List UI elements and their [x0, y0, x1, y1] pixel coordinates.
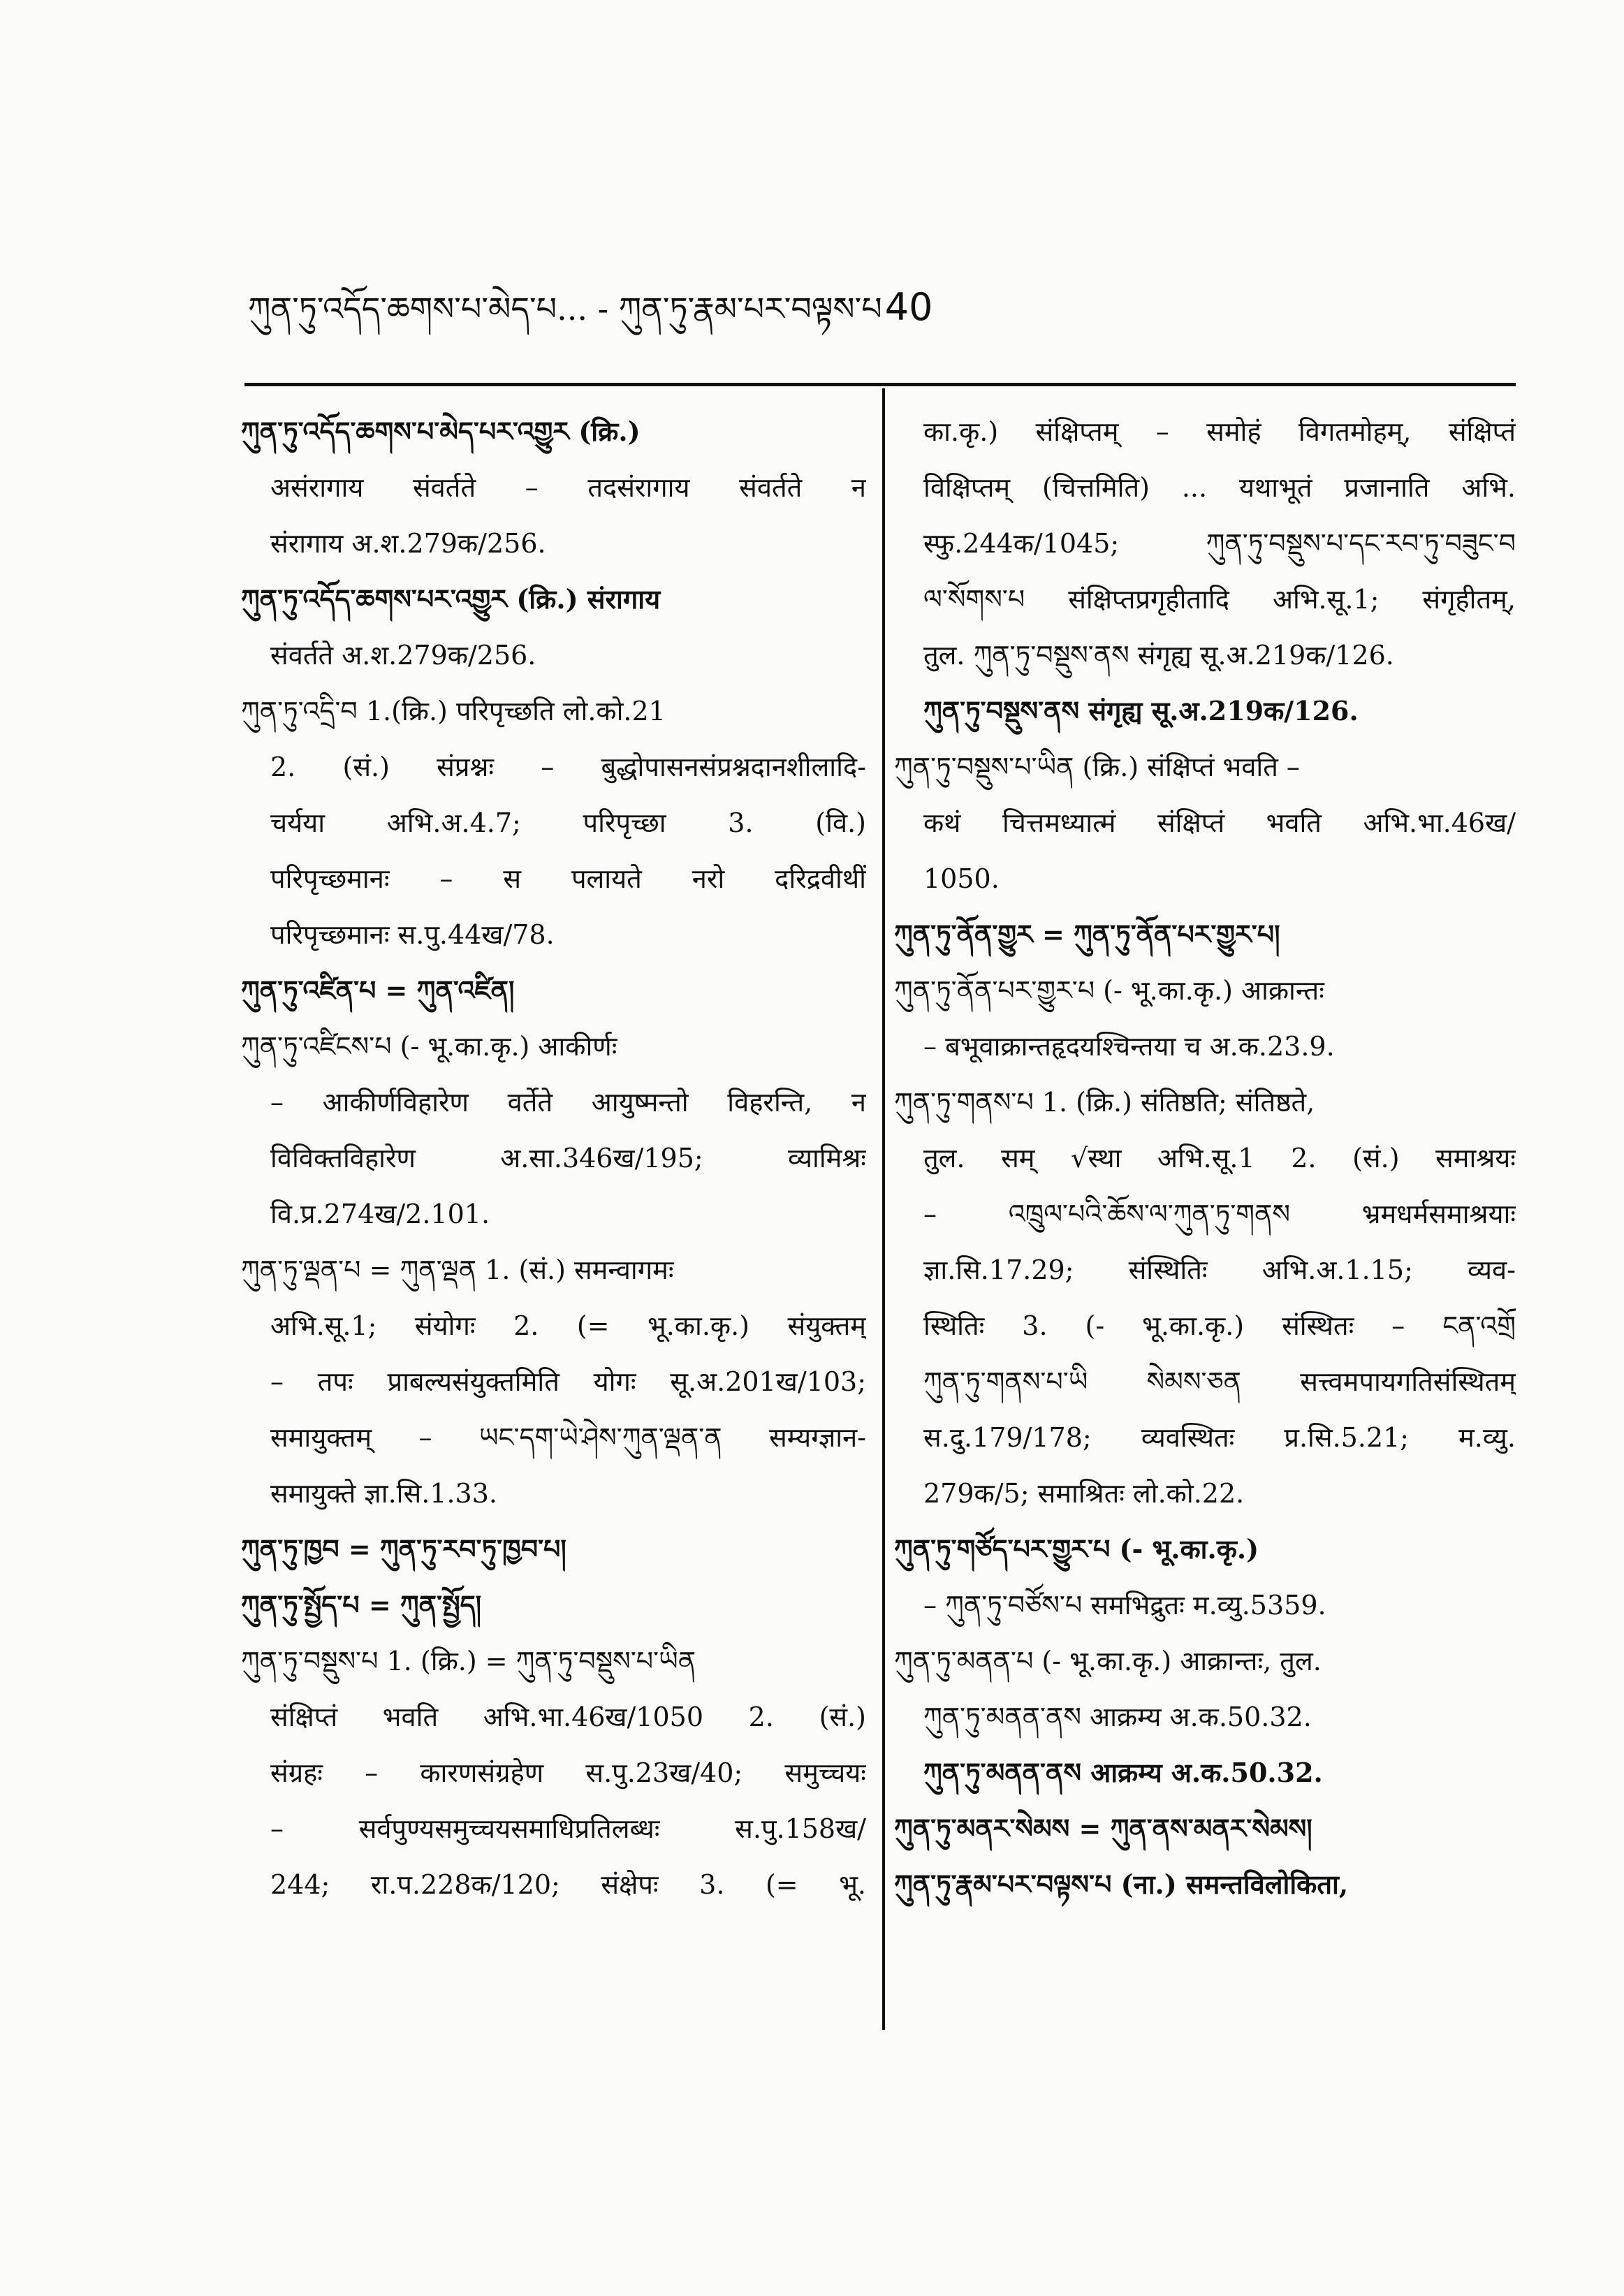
header-title: ཀུན་ཏུ་འདོད་ཆགས་པ་མེད་པ... - ཀུན་ཏུ་རྣམ་པར་བལྟས་པ — [248, 290, 882, 328]
entry-line: ཀུན་ཏུ་འདྲི་བ 1.(क्रि.) परिपृच्छति लो.को.21 — [241, 696, 666, 726]
entry-line: तुल. सम् √स्था अभि.सू.1 2. (सं.) समाश्रयः — [923, 1143, 1516, 1173]
entry-line: संग्रहः – कारणसंग्रहेण स.पु.23ख/40; समुच्चयः — [270, 1757, 866, 1788]
entry-line: ཀུན་ཏུ་གནས་པ 1. (क्रि.) संतिष्ठति; संतिष्ठते, — [894, 1087, 1315, 1118]
entry-line: ཀུན་ཏུ་འཛིན་པ = ཀུན་འཛིན། — [241, 974, 515, 1006]
entry-line: ཀུན་ཏུ་བསྡུས་པ 1. (क्रि.) = ཀུན་ཏུ་བསྡུས་པ་ཡིན — [241, 1646, 696, 1676]
entry-line: अभि.सू.1; संयोगः 2. (= भू.का.कृ.) संयुक्तम् — [270, 1310, 866, 1341]
entry-line: ཀུན་ཏུ་འདོད་ཆགས་པ་མེད་པར་འགྱུར (क्रि.) — [241, 416, 641, 447]
right-column — [894, 404, 1516, 1913]
entry-line: – འཁྲུལ་པའི་ཆོས་ལ་ཀུན་ཏུ་གནས भ्रमधर्मसमाश्रयाः — [923, 1199, 1516, 1229]
header-rule — [244, 383, 1516, 386]
entry-line: ལ་སོགས་པ संक्षिप्तप्रगृहीतादि अभि.सू.1; संगृहीतम्, — [923, 584, 1516, 615]
entry-line: ཀུན་ཏུ་མནར་སེམས = ཀུན་ནས་མནར་སེམས། — [894, 1813, 1312, 1844]
entry-line: ཀུན་ཏུ་བསྡུས་ནས संगृह्य सू.अ.219क/126. — [923, 695, 1359, 726]
page-number: 40 — [884, 285, 933, 329]
entry-line: ཀུན་ཏུ་མནན་ནས आक्रम्य अ.क.50.32. — [923, 1757, 1323, 1788]
entry-line: ཀུན་ཏུ་གཙོད་པར་གྱུར་པ (- भू.का.कृ.) — [894, 1533, 1259, 1565]
entry-line: ཀུན་ཏུ་སྤྱོད་པ = ཀུན་སྤྱོད། — [241, 1589, 482, 1621]
column-divider — [882, 388, 885, 2030]
entry-line: समायुक्तम् – ཡང་དག་ཡེ་ཤེས་ཀུན་ལྡན་ན सम्यग्ज्ञान- — [270, 1422, 866, 1453]
entry-line: तुल. ཀུན་ཏུ་བསྡུས་ནས संगृह्य सू.अ.219क/126. — [923, 640, 1394, 671]
entry-line: ཀུན་ཏུ་ནོན་གྱུར = ཀུན་ཏུ་ནོན་པར་གྱུར་པ། — [894, 919, 1280, 950]
entry-line: वि.प्र.274ख/2.101. — [270, 1199, 490, 1229]
entry-line: संरागाय अ.श.279क/256. — [270, 528, 546, 559]
entry-line: ཀུན་ཏུ་འཛིངས་པ (- भू.का.कृ.) आकीर्णः — [241, 1031, 617, 1062]
entry-line: 244; रा.प.228क/120; संक्षेपः 3. (= भू. — [270, 1869, 866, 1900]
entry-line: – आकीर्णविहारेण वर्तेते आयुष्मन्तो विहरन्ति, न — [270, 1087, 866, 1118]
entry-line: ज्ञा.सि.17.29; संस्थितिः अभि.अ.1.15; व्यव- — [923, 1255, 1516, 1285]
entry-line: परिपृच्छमानः स.पु.44ख/78. — [270, 919, 555, 950]
entry-line: विविक्तविहारेण अ.सा.346ख/195; व्यामिश्रः — [270, 1143, 866, 1173]
entry-line: ཀུན་ཏུ་ཁྱབ = ཀུན་ཏུ་རབ་ཏུ་ཁྱབ་པ། — [241, 1533, 566, 1565]
entry-line: विक्षिप्तम् (चित्तमिति) ... यथाभूतं प्रजानाति अभि. — [923, 472, 1516, 503]
entry-line: स्फु.244क/1045; ཀུན་ཏུ་བསྡུས་པ་དང་རབ་ཏུ་བཟུང་བ — [923, 528, 1516, 559]
entry-line: स.दु.179/178; व्यवस्थितः प्र.सि.5.21; म.व्यु. — [923, 1422, 1516, 1453]
entry-line: ཀུན་ཏུ་ལྡན་པ = ཀུན་ལྡན 1. (सं.) समन्वागमः — [241, 1255, 674, 1285]
entry-line: संक्षिप्तं भवति अभि.भा.46ख/1050 2. (सं.) — [270, 1702, 866, 1732]
entry-line: 2. (सं.) संप्रश्नः – बुद्धोपासनसंप्रश्नदानशीलादि- — [270, 752, 866, 782]
entry-line: असंरागाय संवर्तते – तदसंरागाय संवर्तते न — [270, 472, 866, 503]
entry-line: 1050. — [923, 863, 1000, 894]
left-column — [241, 404, 866, 1913]
entry-line: ཀུན་ཏུ་འདོད་ཆགས་པར་འགྱུར (क्रि.) संरागाय — [241, 583, 661, 615]
entry-line: ཀུན་ཏུ་ནོན་པར་གྱུར་པ (- भू.का.कृ.) आक्रान्तः — [894, 975, 1324, 1006]
entry-line: कथं चित्तमध्यात्मं संक्षिप्तं भवति अभि.भा.46ख/ — [923, 807, 1516, 838]
entry-line: 279क/5; समाश्रितः लो.को.22. — [923, 1478, 1245, 1509]
entry-line: परिपृच्छमानः – स पलायते नरो दरिद्रवीथीं — [270, 863, 866, 894]
entry-line: का.कृ.) संक्षिप्तम् – समोहं विगतमोहम्, संक्षिप्तं — [923, 416, 1516, 447]
entry-line: – सर्वपुण्यसमुच्चयसमाधिप्रतिलब्धः स.पु.158ख/ — [270, 1813, 866, 1844]
running-header — [248, 286, 1505, 330]
entry-line: ཀུན་ཏུ་གནས་པ་ཡི སེམས་ཅན सत्त्वमपायगतिसंस्थितम् — [923, 1366, 1516, 1397]
entry-line: ཀུན་ཏུ་རྣམ་པར་བལྟས་པ (ना.) समन्तविलोकिता, — [894, 1869, 1349, 1900]
entry-line: – तपः प्राबल्यसंयुक्तमिति योगः सू.अ.201ख/103; — [270, 1366, 866, 1397]
entry-line: चर्यया अभि.अ.4.7; परिपृच्छा 3. (वि.) — [270, 807, 866, 838]
entry-line: स्थितिः 3. (- भू.का.कृ.) संस्थितः – ངན་འགྲོ — [923, 1310, 1516, 1341]
entry-line: – बभूवाक्रान्तहृदयश्चिन्तया च अ.क.23.9. — [923, 1031, 1335, 1062]
entry-line: समायुक्ते ज्ञा.सि.1.33. — [270, 1478, 497, 1509]
entry-line: ཀུན་ཏུ་བསྡུས་པ་ཡིན (क्रि.) संक्षिप्तं भवति – — [894, 752, 1300, 782]
entry-line: ཀུན་ཏུ་མནན་པ (- भू.का.कृ.) आक्रान्तः, तुल. — [894, 1646, 1322, 1676]
entry-line: ཀུན་ཏུ་མནན་ནས आक्रम्य अ.क.50.32. — [923, 1702, 1312, 1732]
entry-line: – ཀུན་ཏུ་བཙོས་པ समभिद्रुतः म.व्यु.5359. — [923, 1590, 1326, 1621]
entry-line: संवर्तते अ.श.279क/256. — [270, 640, 536, 671]
